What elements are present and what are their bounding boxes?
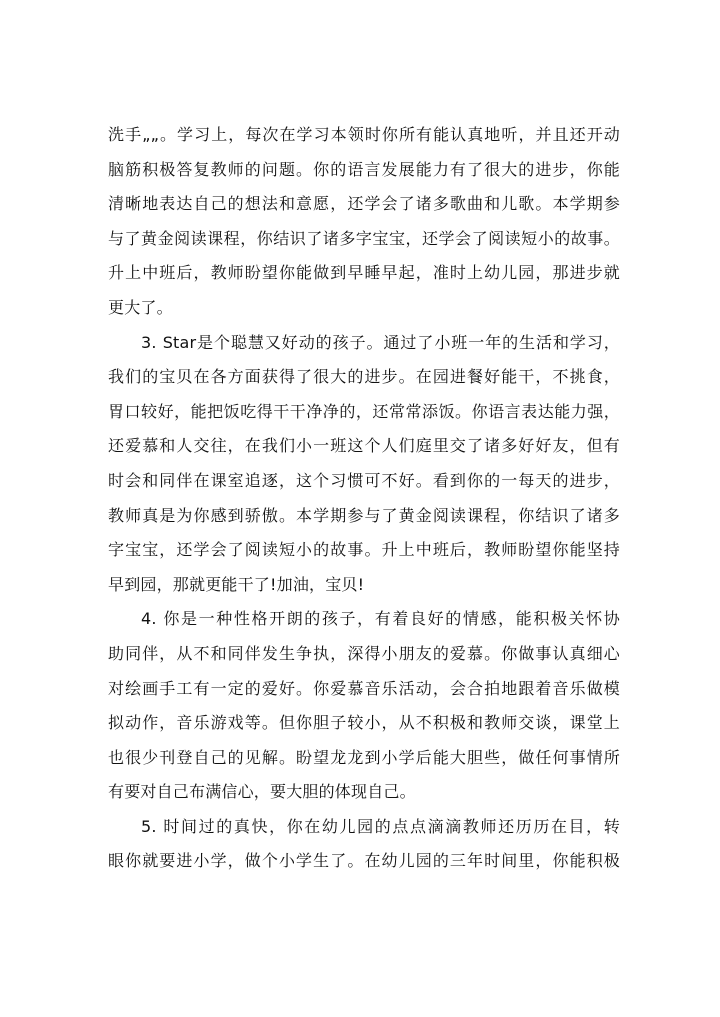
text-line: 更大了。: [108, 297, 173, 317]
text-line: 洗手„„。学习上，每次在学习本领时你所有能认真地听，并且还开动: [108, 125, 620, 144]
text-line: 对绘画手工有一定的爱好。你爱慕音乐活动，会合拍地跟着音乐做模: [108, 678, 620, 698]
text-line: 3. Star是个聪慧又好动的孩子。通过了小班一年的生活和学习，: [141, 332, 620, 352]
text-line: 有要对自己布满信心，要大胆的体现自己。: [108, 782, 416, 802]
text-line: 胃口较好，能把饭吃得干干净净的，还常常添饭。你语言表达能力强，: [108, 401, 620, 421]
text-line: 与了黄金阅读课程，你结识了诸多字宝宝，还学会了阅读短小的故事。: [108, 228, 620, 248]
text-line: 升上中班后，教师盼望你能做到早睡早起，准时上幼儿园，那进步就: [108, 263, 620, 283]
text-line: 还爱慕和人交往，在我们小一班这个人们庭里交了诸多好好友，但有: [108, 436, 620, 456]
text-line: 4. 你是一种性格开朗的孩子，有着良好的情感，能积极关怀协: [141, 609, 620, 629]
text-line: 也很少刊登自己的见解。盼望龙龙到小学后能大胆些，做任何事情所: [108, 747, 620, 767]
document-body: [108, 118, 620, 879]
text-line: 字宝宝，还学会了阅读短小的故事。升上中班后，教师盼望你能坚持: [108, 540, 620, 560]
text-line: 我们的宝贝在各方面获得了很大的进步。在园进餐好能干，不挑食，: [108, 367, 620, 387]
text-line: 5. 时间过的真快，你在幼儿园的点点滴滴教师还历历在目，转: [141, 816, 620, 836]
text-line: 教师真是为你感到骄傲。本学期参与了黄金阅读课程，你结识了诸多: [108, 505, 620, 525]
text-line: 清晰地表达自己的想法和意愿，还学会了诸多歌曲和儿歌。本学期参: [108, 194, 620, 214]
text-line: 助同伴，从不和同伴发生争执，深得小朋友的爱慕。你做事认真细心: [108, 643, 620, 663]
text-line: 脑筋积极答复教师的问题。你的语言发展能力有了很大的进步，你能: [108, 159, 620, 179]
text-line: 眼你就要进小学，做个小学生了。在幼儿园的三年时间里，你能积极: [108, 851, 620, 871]
text-line: 早到园，那就更能干了!加油，宝贝!: [108, 574, 365, 594]
text-line: 拟动作，音乐游戏等。但你胆子较小，从不积极和教师交谈，课堂上: [108, 713, 620, 733]
text-line: 时会和同伴在课室追逐，这个习惯可不好。看到你的一每天的进步，: [108, 470, 620, 490]
